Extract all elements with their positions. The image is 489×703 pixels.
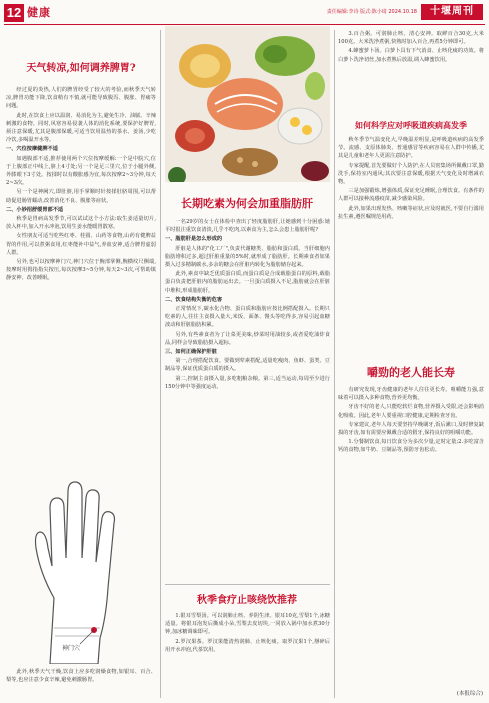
chewing-article-title: 嚼勁的老人能长寿 bbox=[367, 366, 455, 379]
paragraph: 1.分餐制饮食,每日饮食分为多次少量,定时定量;2.多吃富含钙的食物,如牛奶、豆制品等,预防牙齿松动。 bbox=[338, 439, 484, 454]
paragraph: 三是加强锻炼,增强体质,保证充足睡眠,合理饮食。有条件的人群可以接种流感疫苗,减少感染风险。 bbox=[338, 188, 484, 203]
left-article-ending bbox=[6, 668, 156, 700]
paragraph: 秋冬季节气温变化大,早晚温差明显,是呼吸道疾病的高发季节。流感、支原体肺炎、普通感冒等疾病容易在人群中传播,尤其是儿童和老年人更需注意防护。 bbox=[338, 137, 484, 160]
subheading: 二、饮食结构失衡的危害 bbox=[165, 296, 223, 303]
recipe-article-body bbox=[165, 612, 330, 700]
subheading: 一、穴位按摩健脾不适 bbox=[6, 146, 58, 153]
right-recipes-cont bbox=[338, 30, 484, 116]
paragraph: 此外,如果出现发热、咳嗽等症状,应及时就医,不要自行滥用抗生素,遵医嘱规范用药。 bbox=[338, 205, 484, 220]
middle-article-title: 长期吃素为何会加重脂肪肝 bbox=[181, 197, 313, 210]
middle-article-body bbox=[165, 218, 330, 580]
acupoint-label: 神门穴 bbox=[62, 645, 81, 652]
paragraph: 此外,秋季天气干燥,饮食上应多吃润燥食物,如银耳、百合、梨等,也应注意少食辛辣,避免刺激肠胃。 bbox=[6, 669, 156, 684]
paragraph: 肝脏是人体的"化工厂",负责代谢糖类、脂肪和蛋白质。当肝细胞内脂肪堆积过多,超过肝脏重量的5%时,就形成了脂肪肝。长期素食者如果摄入过多精制碳水,多余的糖会在肝脏内转化为脂肪储存起来。 bbox=[165, 245, 330, 269]
paragraph: 1.银耳雪梨汤。可以润肺止咳、养阴生津。银耳10克,雪梨1个,冰糖适量。将银耳泡发后撕成小朵,雪梨去皮切块,一同放入锅中加水煮30分钟,加冰糖调味即可。 bbox=[165, 613, 330, 636]
page-header bbox=[0, 0, 489, 26]
column-divider bbox=[334, 30, 335, 698]
paragraph: 此外,素食中缺乏优质蛋白质,而蛋白质是合成载脂蛋白的原料,载脂蛋白负责把肝脏内的脂肪运出去。一旦蛋白质摄入不足,脂肪就会在肝脏中堆积,形成脂肪肝。 bbox=[165, 271, 330, 294]
recipe-article-title: 秋季食疗止咳绕饮推荐 bbox=[197, 595, 297, 606]
paragraph: 有研究发现,牙齿健康的老年人往往更长寿。咀嚼能力强,意味着可以摄入多种食物,营养更均衡。 bbox=[338, 387, 484, 402]
left-article-title: 天气转凉,如何调养脾胃? bbox=[26, 63, 136, 74]
subheading: 一、脂肪肝是怎么形成的 bbox=[165, 236, 223, 243]
paragraph: 如遇腹部不适,推荐使用两个穴位按摩缓解:一个是中脘穴,位于上腹部正中线上,脐上4寸处;另一个是足三里穴,位于小腿外侧,外膝眼下3寸处。按揉时以有酸胀感为宜,每次按摩2~3分钟,每天2~3次。 bbox=[6, 155, 156, 187]
paragraph: 专家建议,老年人每天要坚持早晚刷牙,饭后漱口,及时修复缺损的牙齿,如有需要应佩戴合适的假牙,保持良好的咀嚼功能。 bbox=[338, 421, 484, 437]
paragraph: 第一,合理搭配饮食。要做到荤素搭配,适量吃瘦肉、鱼虾、蛋类、豆制品等,保证优质蛋白质的摄入。 bbox=[165, 358, 330, 373]
source-note: (本报综合) bbox=[456, 691, 483, 697]
paragraph: 一名29岁的女士在体检中查出了轻度脂肪肝,让她感到十分困惑:她平时很注重饮食清淡,几乎不吃肉,以素食为主,怎么会患上脂肪肝呢? bbox=[165, 219, 330, 234]
respiratory-article-title: 如何科学应对呼吸道疾病高发季 bbox=[355, 120, 467, 130]
paragraph: 另外,有些素食者为了让菜更美味,炒菜时用油较多,或者爱吃油炸食品,同样会导致脂肪摄入超标。 bbox=[165, 331, 330, 346]
paragraph: 此时,在饮食上应以温润、易消化为主,避免生冷、油腻、辛辣刺激的食物。同时,风寒容易侵袭人体的消化系统,要保护好脾胃,须注意保暖,尤其是腹部保暖,可适当饮用温热的茶水、姜汤,少吃冷饮,多喝温开水等。 bbox=[6, 112, 156, 144]
paragraph: 另外,也可以按摩神门穴,神门穴位于腕部掌侧,腕横纹尺侧端,按摩时用拇指指尖按压,每次按摩3~5分钟,每天2~3次,可帮助镇静安神、改善睡眠。 bbox=[6, 259, 156, 282]
paragraph: 正常情况下,碳水化合物、蛋白质和脂肪应按比例搭配摄入。长期只吃素的人,往往主食摄入量大,米饭、面条、馒头等吃得多,容易引起血糖波动和肝脏脂肪积累。 bbox=[165, 306, 330, 329]
left-article-body bbox=[6, 86, 156, 476]
paragraph: 另一个是神阙穴,即肚脐,用手掌顺时针按揉肚脐周围,可以帮助促进肠胃蠕动,改善消化不良、腹胀等症状。 bbox=[6, 189, 156, 204]
page-number: 12 bbox=[4, 4, 24, 22]
paragraph: 2.罗汉果茶。罗汉果能清热润肺、止咳化痰。取罗汉果1个,掰碎后用开水冲泡,代茶饮用。 bbox=[165, 638, 330, 653]
chewing-article-body bbox=[338, 386, 484, 686]
paragraph: 经过夏的炎热,人们的脾胃经受了较大的考验,而秋季天气转凉,脾胃功能下降,饮食稍有不慎,就可能导致腹泻、腹胀、胃痛等问题。 bbox=[6, 87, 156, 110]
paragraph: 秋季是胃病高发季节,可以试试这个小方法:取生姜适量切片,放入杯中,加入开水冲泡,饮用生姜水能暖胃散寒。 bbox=[6, 216, 156, 231]
paragraph: 4.蜂蜜萝卜汤。白萝卜具有下气消食、止咳化痰的功效。将白萝卜洗净切丝,加水煮熟后放温,调入蜂蜜饮用。 bbox=[338, 48, 484, 63]
paragraph: 第二,控制主食摄入量,多吃粗粮杂粮。第三,适当运动,每周至少进行150分钟中等强度运动。 bbox=[165, 375, 330, 390]
hand-acupoint-illustration bbox=[10, 478, 150, 664]
respiratory-article-body bbox=[338, 136, 484, 354]
middle-divider bbox=[165, 584, 330, 585]
healthy-food-photo bbox=[165, 26, 330, 182]
subheading: 二、小妙招舒缓胃部不适 bbox=[6, 206, 64, 213]
section-title: 健康 bbox=[27, 7, 51, 19]
paragraph: 3.百合粥。可润肺止咳、清心安神。取鲜百合30克,大米100克。大米洗净煮粥,快熟时加入百合,再煮5分钟即可。 bbox=[338, 31, 484, 46]
paragraph: 专家提醒,首先要做好个人防护,在人员密集场所佩戴口罩,勤洗手,保持室内通风;其次要注意保暖,根据天气变化及时增减衣物。 bbox=[338, 162, 484, 186]
newspaper-logo: 十堰周刊 bbox=[421, 4, 483, 20]
subheading: 三、如何正确保护肝脏 bbox=[165, 349, 217, 356]
column-divider bbox=[160, 30, 161, 698]
paragraph: 牙齿不好的老人,只能吃软烂食物,营养摄入受限,还会影响消化吸收。因此,老年人要重视口腔健康,定期检查牙齿。 bbox=[338, 404, 484, 419]
editor-meta: 责任编辑:李诗 版式:陈小琦 2024.10.18 bbox=[326, 9, 417, 15]
paragraph: 女性朋友可适当吃些红枣、桂圆、山药等食物,山药有健脾益胃的作用,可以煮粥食用,红枣能补中益气,养血安神,适合脾胃虚弱人群。 bbox=[6, 233, 156, 256]
header-rule bbox=[4, 24, 485, 25]
